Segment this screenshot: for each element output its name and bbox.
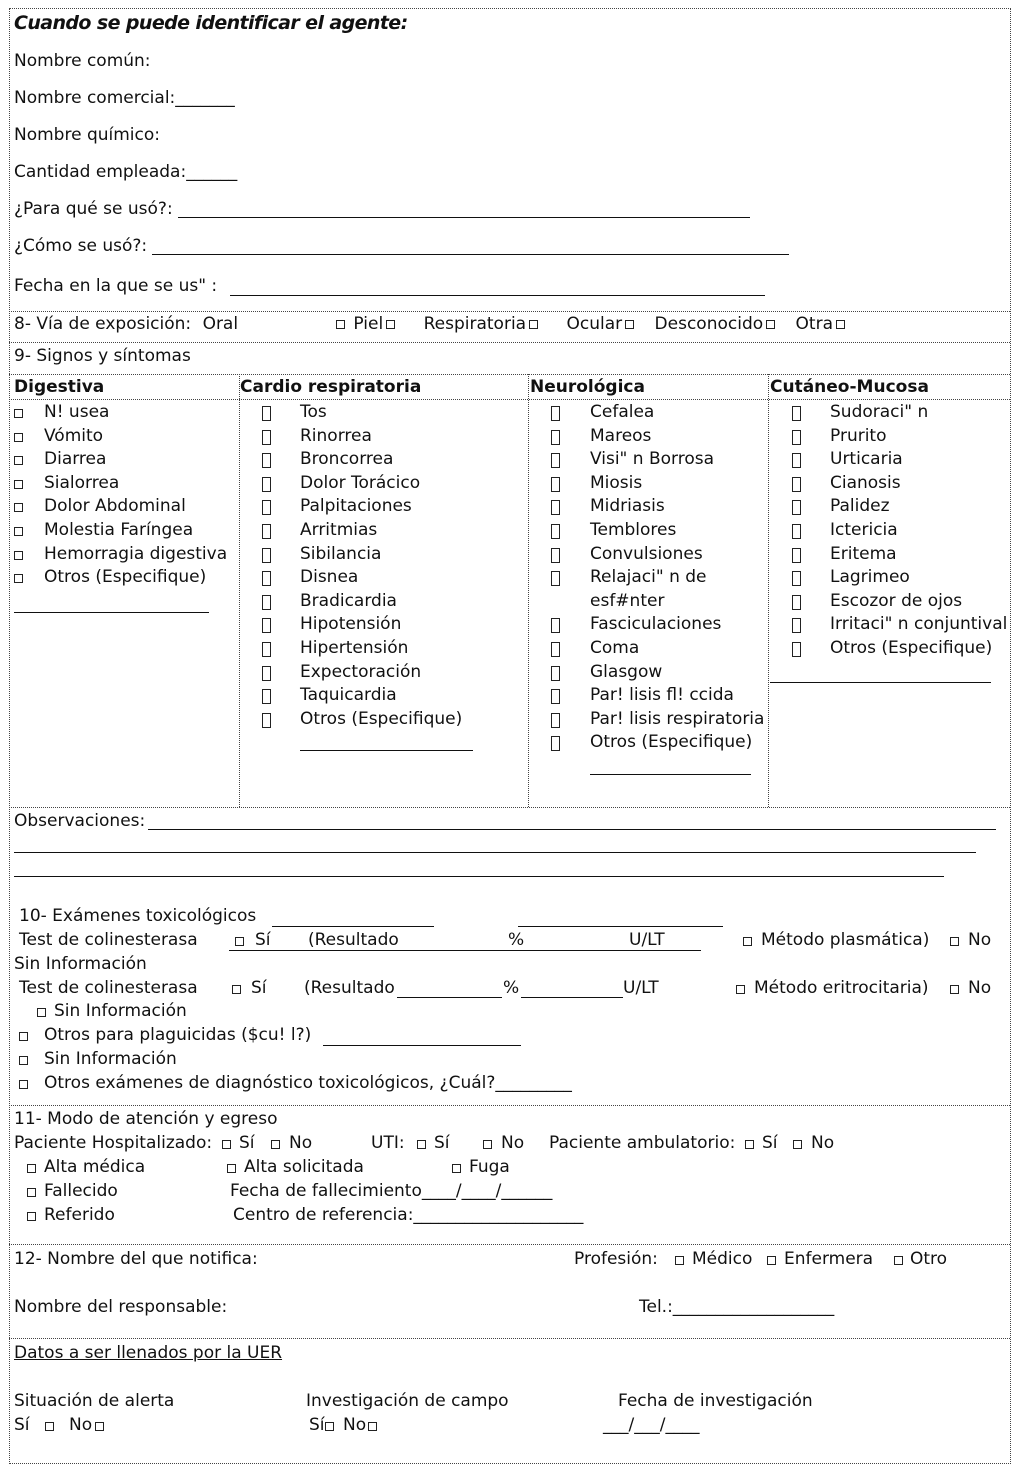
symptom-label: Sudoraci" n [830,402,929,422]
symptom-checkbox[interactable] [792,618,801,633]
symptom-checkbox[interactable] [262,666,271,681]
test2-percent-line[interactable] [521,997,623,998]
symptom-label: Otros (Especifique) [300,708,463,729]
exposure-option-desconocido: Desconocido [654,314,764,334]
exposure-respiratoria-checkbox[interactable] [529,320,538,329]
test2-ult: U/LT [623,978,659,998]
commercial-name-label: Nombre comercial:_______ [14,88,235,108]
symptom-checkbox[interactable] [262,642,271,657]
test2-percent: % [503,978,520,998]
uti-no: No [501,1133,525,1153]
ambulatory-no-checkbox[interactable] [793,1140,802,1149]
column-divider [528,374,529,807]
symptom-checkbox[interactable] [551,571,560,586]
symptom-checkbox[interactable] [551,713,560,728]
observations-label: Observaciones: [14,811,146,831]
sin-info-checkbox[interactable] [19,1056,28,1065]
test2-result-line[interactable] [397,997,502,998]
symptom-label: Otros (Especifique) [590,732,753,753]
symptom-checkbox[interactable] [262,453,271,468]
symptom-checkbox[interactable] [792,500,801,515]
enfermera-label: Enfermera [784,1249,874,1269]
symptom-checkbox[interactable] [14,551,23,560]
symptom-label: Diarrea [44,449,107,470]
cutaneo-header: Cutáneo-Mucosa [770,377,929,397]
observations-line-1[interactable] [148,829,996,830]
exams-title-line [272,926,434,927]
uti-label: UTI: [371,1133,405,1153]
exposure-option-oral: Oral [202,314,239,334]
test2-label: Test de colinesterasa [19,978,198,998]
symptom-label: Escozor de ojos [830,590,963,611]
otro-label: Otro [910,1249,948,1269]
exposure-piel-checkbox[interactable] [386,320,395,329]
exposure-row [14,313,238,335]
agent-heading: Cuando se puede identificar el agente: [14,12,408,34]
symptom-label: Rinorrea [300,425,372,446]
symptom-checkbox[interactable] [262,713,271,728]
uer-alert-no-checkbox[interactable] [95,1422,104,1431]
symptom-label: Otros (Especifique) [44,567,207,588]
symptom-checkbox[interactable] [14,433,23,442]
symptom-checkbox[interactable] [551,453,560,468]
symptom-checkbox[interactable] [551,618,560,633]
exposure-option-piel: Piel [353,314,384,334]
use-date-line[interactable] [230,295,765,296]
test2-sin-info-checkbox[interactable] [37,1008,46,1017]
symptom-checkbox[interactable] [551,430,560,445]
symptom-checkbox[interactable] [551,406,560,421]
test1-si-checkbox[interactable] [235,937,244,946]
symptom-checkbox[interactable] [14,409,23,418]
what-for-label: ¿Para qué se usó?: [14,199,173,219]
test1-si: Sí [255,930,271,950]
symptom-label: Ictericia [830,520,898,540]
hospitalized-si: Sí [239,1133,255,1153]
signs-title: 9- Signos y síntomas [14,346,191,366]
symptom-checkbox[interactable] [14,456,23,465]
how-line[interactable] [152,254,789,255]
test1-ult: U/LT [629,930,665,950]
symptom-label: Tos [300,402,327,422]
responsible-label: Nombre del responsable: [14,1297,228,1317]
symptom-label: Visi" n Borrosa [590,449,715,470]
symptom-label: Disnea [300,567,359,588]
symptom-label: Lagrimeo [830,567,910,588]
symptom-label: Dolor Abdominal [44,496,186,517]
exposure-oral-checkbox[interactable] [336,320,345,329]
symptom-label: Convulsiones [590,543,703,564]
ambulatory-si: Sí [762,1133,778,1153]
symptom-checkbox[interactable] [792,524,801,539]
exams-title-line-2 [518,926,723,927]
symptom-label: N! usea [44,402,110,422]
common-name-label: Nombre común: [14,51,151,71]
sin-info-label: Sin Información [44,1049,177,1069]
cardio-header: Cardio respiratoria [240,377,422,397]
digestiva-other-line[interactable] [14,612,209,613]
fallecido-label: Fallecido [44,1181,118,1201]
symptom-checkbox[interactable] [551,642,560,657]
test1-resultado: (Resultado [308,930,399,950]
other-exams-label: Otros exámenes de diagnóstico toxicológicos, ¿Cuál?_________ [44,1073,572,1093]
symptom-checkbox[interactable] [262,477,271,492]
exams-title: 10- Exámenes toxicológicos [19,906,257,926]
symptom-checkbox[interactable] [792,453,801,468]
hospitalized-no-checkbox[interactable] [271,1140,280,1149]
symptom-checkbox[interactable] [551,548,560,563]
care-title: 11- Modo de atención y egreso [14,1109,278,1129]
column-divider [768,374,769,807]
divider [9,374,1010,375]
symptom-label: Molestia Faríngea [44,520,194,540]
symptom-checkbox[interactable] [262,689,271,704]
symptom-checkbox[interactable] [792,548,801,563]
centro-referencia-label: Centro de referencia:____________________ [233,1205,584,1225]
symptom-checkbox[interactable] [262,571,271,586]
fuga-checkbox[interactable] [452,1164,461,1173]
exposure-option-otra: Otra [795,314,833,334]
ambulatory-no: No [811,1133,835,1153]
uer-alert-si-checkbox[interactable] [45,1422,54,1431]
uer-field-no: No [343,1415,367,1435]
uer-field-no-checkbox[interactable] [368,1422,377,1431]
symptom-checkbox[interactable] [262,548,271,563]
symptom-label: Temblores [590,520,677,540]
symptom-label: Hipertensión [300,638,409,658]
symptom-checkbox[interactable] [551,666,560,681]
tel-label: Tel.:___________________ [639,1297,835,1317]
alta-solicitada-checkbox[interactable] [227,1164,236,1173]
test1-no: No [968,930,992,950]
notifier-label: 12- Nombre del que notifica: [14,1249,258,1269]
symptom-label: Eritema [830,543,897,564]
uti-si-checkbox[interactable] [417,1140,426,1149]
symptom-checkbox[interactable] [551,689,560,704]
symptom-checkbox[interactable] [551,477,560,492]
medico-label: Médico [692,1249,753,1269]
referido-label: Referido [44,1205,115,1225]
test2-resultado: (Resultado [304,978,395,998]
symptom-label: Sialorrea [44,472,120,493]
neuro-header: Neurológica [530,377,645,397]
exposure-options [333,313,848,335]
symptom-label: Arritmias [300,520,378,540]
uer-alert-label: Situación de alerta [14,1391,175,1411]
symptom-label: esf#nter [590,590,665,611]
symptom-checkbox[interactable] [262,406,271,421]
symptom-checkbox[interactable] [262,618,271,633]
symptom-label: Hemorragia digestiva [44,543,228,564]
symptom-label: Par! lisis respiratoria [590,708,765,729]
symptom-label: Prurito [830,425,887,446]
symptom-checkbox[interactable] [551,524,560,539]
test2-no: No [968,978,992,998]
symptom-label: Palidez [830,496,890,517]
divider [9,1338,1010,1339]
symptom-label: Broncorrea [300,449,394,470]
symptom-checkbox[interactable] [792,406,801,421]
test1-plasmatica-checkbox[interactable] [743,937,752,946]
neuro-other-line[interactable] [590,774,751,775]
referido-checkbox[interactable] [27,1212,36,1221]
test2-sin-info: Sin Información [54,1001,187,1021]
exposure-option-ocular: Ocular [566,314,623,334]
ambulatory-si-checkbox[interactable] [745,1140,754,1149]
symptom-label: Midriasis [590,496,665,517]
symptom-label: Otros (Especifique) [830,638,993,658]
otro-checkbox[interactable] [894,1256,903,1265]
fecha-fallecimiento-label: Fecha de fallecimiento____/____/______ [230,1181,553,1201]
symptom-checkbox[interactable] [792,595,801,610]
symptom-label: Expectoración [300,661,422,682]
exposure-ocular-checkbox[interactable] [625,320,634,329]
medico-checkbox[interactable] [675,1256,684,1265]
pesticides-line[interactable] [323,1045,521,1046]
hospitalized-label: Paciente Hospitalizado: [14,1133,213,1153]
column-divider [239,374,240,807]
divider [9,1244,1010,1245]
exposure-desconocido-checkbox[interactable] [766,320,775,329]
symptom-checkbox[interactable] [14,527,23,536]
uer-field-label: Investigación de campo [306,1391,509,1411]
symptom-checkbox[interactable] [262,595,271,610]
uer-date-label: Fecha de investigación [618,1391,813,1411]
symptom-checkbox[interactable] [792,477,801,492]
hospitalized-si-checkbox[interactable] [222,1140,231,1149]
test2-eritrocitaria-checkbox[interactable] [736,985,745,994]
test1-metodo: Método plasmática) [761,930,930,950]
symptom-checkbox[interactable] [14,480,23,489]
symptom-checkbox[interactable] [551,736,560,751]
symptom-label: Urticaria [830,449,903,470]
symptom-checkbox[interactable] [262,430,271,445]
how-label: ¿Cómo se usó?: [14,236,148,256]
test2-si: Sí [251,978,267,998]
uer-alert-si: Sí [14,1415,30,1435]
symptom-checkbox[interactable] [262,500,271,515]
test2-no-checkbox[interactable] [950,985,959,994]
observations-line-2[interactable] [14,852,976,853]
cardio-other-line[interactable] [300,750,473,751]
exposure-otra-checkbox[interactable] [836,320,845,329]
symptom-label: Irritaci" n conjuntival [830,614,1008,635]
fallecido-checkbox[interactable] [27,1188,36,1197]
symptom-label: Dolor Torácico [300,472,421,493]
hospitalized-no: No [289,1133,313,1153]
what-for-line[interactable] [178,217,750,218]
pesticides-checkbox[interactable] [19,1032,28,1041]
symptom-label: Cefalea [590,402,655,422]
uer-field-si-checkbox[interactable] [325,1422,334,1431]
chemical-name-label: Nombre químico: [14,125,160,145]
symptom-checkbox[interactable] [14,503,23,512]
symptom-label: Hipotensión [300,614,402,635]
quantity-label: Cantidad empleada:______ [14,162,238,182]
uer-title: Datos a ser llenados por la UER [14,1343,283,1363]
alta-solicitada-label: Alta solicitada [244,1157,364,1177]
symptom-label: Cianosis [830,472,901,493]
ambulatory-label: Paciente ambulatorio: [549,1133,736,1153]
divider [9,807,1010,808]
profession-label: Profesión: [574,1249,658,1269]
symptom-checkbox[interactable] [551,500,560,515]
uer-field-si: Sí [309,1415,325,1435]
symptom-label: Palpitaciones [300,496,412,517]
observations-line-3[interactable] [14,876,944,877]
test1-label: Test de colinesterasa [19,930,198,950]
uer-date-blank[interactable]: ___/___/____ [603,1415,700,1435]
symptom-label: Sibilancia [300,543,382,564]
exposure-option-respiratoria: Respiratoria [423,314,527,334]
symptom-label: Taquicardia [300,685,397,706]
test1-percent: % [508,930,525,950]
uti-no-checkbox[interactable] [483,1140,492,1149]
divider [9,342,1010,343]
form-frame [9,8,1011,1464]
symptom-label: Mareos [590,425,652,446]
symptom-checkbox[interactable] [792,571,801,586]
use-date-label: Fecha en la que se us" : [14,276,218,296]
uti-si: Sí [434,1133,450,1153]
pesticides-label: Otros para plaguicidas ($cu! l?) [44,1025,312,1045]
fuga-label: Fuga [469,1157,510,1177]
divider [9,1105,1010,1106]
symptom-checkbox[interactable] [792,430,801,445]
uer-alert-no: No [69,1415,93,1435]
divider [9,399,1010,400]
alta-medica-label: Alta médica [44,1157,146,1177]
test2-metodo: Método eritrocitaria) [754,978,929,998]
cutaneo-other-line[interactable] [770,682,991,683]
test1-sin-info: Sin Información [14,954,147,974]
exposure-label: 8- Vía de exposición: [14,314,192,334]
symptom-label: Fasciculaciones [590,614,722,635]
test2-si-checkbox[interactable] [232,985,241,994]
divider [9,311,1010,312]
symptom-checkbox[interactable] [792,642,801,657]
symptom-label: Par! lisis fl! ccida [590,685,734,706]
test1-no-checkbox[interactable] [950,937,959,946]
symptom-checkbox[interactable] [14,574,23,583]
symptom-checkbox[interactable] [262,524,271,539]
symptom-label: Glasgow [590,661,663,682]
symptom-label: Vómito [44,425,104,446]
other-exams-checkbox[interactable] [19,1080,28,1089]
symptom-label: Coma [590,638,640,658]
symptom-label: Miosis [590,472,643,493]
alta-medica-checkbox[interactable] [27,1164,36,1173]
enfermera-checkbox[interactable] [767,1256,776,1265]
symptom-label: Bradicardia [300,590,397,611]
symptom-label: Relajaci" n de [590,567,707,588]
digestiva-header: Digestiva [14,377,105,397]
